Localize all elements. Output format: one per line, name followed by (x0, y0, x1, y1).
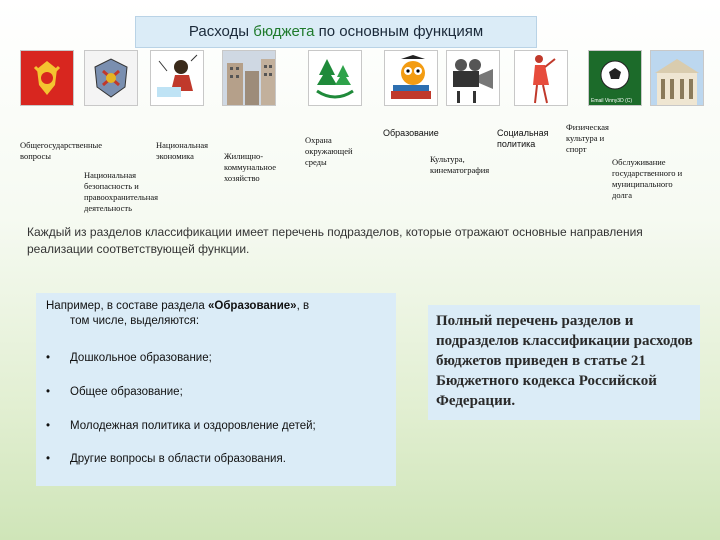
list-item-text: Другие вопросы в области образования. (70, 453, 286, 465)
label-environment: Охрана окружающей среды (305, 135, 353, 167)
label-debt-service: Обслуживание государственного и муниципального долга (612, 157, 683, 200)
reference-text: Полный перечень разделов и подразделов классификации расходов бюджетов приведен в статье 21 Бюджетного кодекса Российской Федерации. (436, 313, 693, 409)
economy-worker-icon (150, 50, 204, 106)
page-title (135, 16, 537, 48)
education-intro-line2: том числе, выделяются: (70, 315, 200, 327)
government-building-icon (650, 50, 704, 106)
environment-trees-icon (308, 50, 362, 106)
education-intro (46, 299, 376, 329)
label-physical-culture: Физическая культура и спорт (566, 122, 609, 154)
caption-text: Каждый из разделов классификации имеет перечень подразделов, которые отражают основные направления реализации соответствующей функции. (27, 225, 643, 256)
reference-box (428, 305, 700, 420)
label-national-security: Национальная безопасность и правоохранительная деятельность (84, 170, 159, 213)
bullet: • (46, 352, 51, 364)
bullet: • (46, 453, 51, 465)
label-general-issues: Общегосударственные вопросы (20, 140, 103, 161)
bullet: • (46, 420, 51, 432)
label-national-economy: Национальная экономика (156, 140, 209, 161)
list-item-text: Общее образование; (70, 386, 183, 398)
education-box (36, 293, 396, 486)
education-owl-icon (384, 50, 438, 106)
education-intro-prefix: Например, в составе раздела (46, 300, 208, 312)
sport-ball-icon (588, 50, 642, 106)
label-housing-utilities: Жилищно- коммунальное хозяйство (224, 151, 276, 183)
bullet: • (46, 386, 51, 398)
education-intro-suffix: , в (296, 300, 310, 312)
label-culture: Культура, кинематография (430, 154, 490, 175)
title-suffix: по основным функциям (314, 23, 484, 40)
title-prefix: Расходы (188, 23, 254, 40)
coat-of-arms-icon (20, 50, 74, 106)
social-woman-icon (514, 50, 568, 106)
culture-cinema-icon (446, 50, 500, 106)
label-social-policy: Социальная политика (497, 128, 549, 149)
education-intro-bold: «Образование» (207, 300, 297, 312)
title-accent: бюджета (253, 23, 315, 40)
list-item-text: Дошкольное образование; (70, 352, 212, 364)
housing-buildings-icon (222, 50, 276, 106)
sport-icon-caption: Email Vinny3D (C) (591, 98, 633, 104)
list-item-text: Молодежная политика и оздоровление детей; (70, 420, 316, 432)
label-education: Образование (383, 128, 439, 138)
security-emblem-icon (84, 50, 138, 106)
